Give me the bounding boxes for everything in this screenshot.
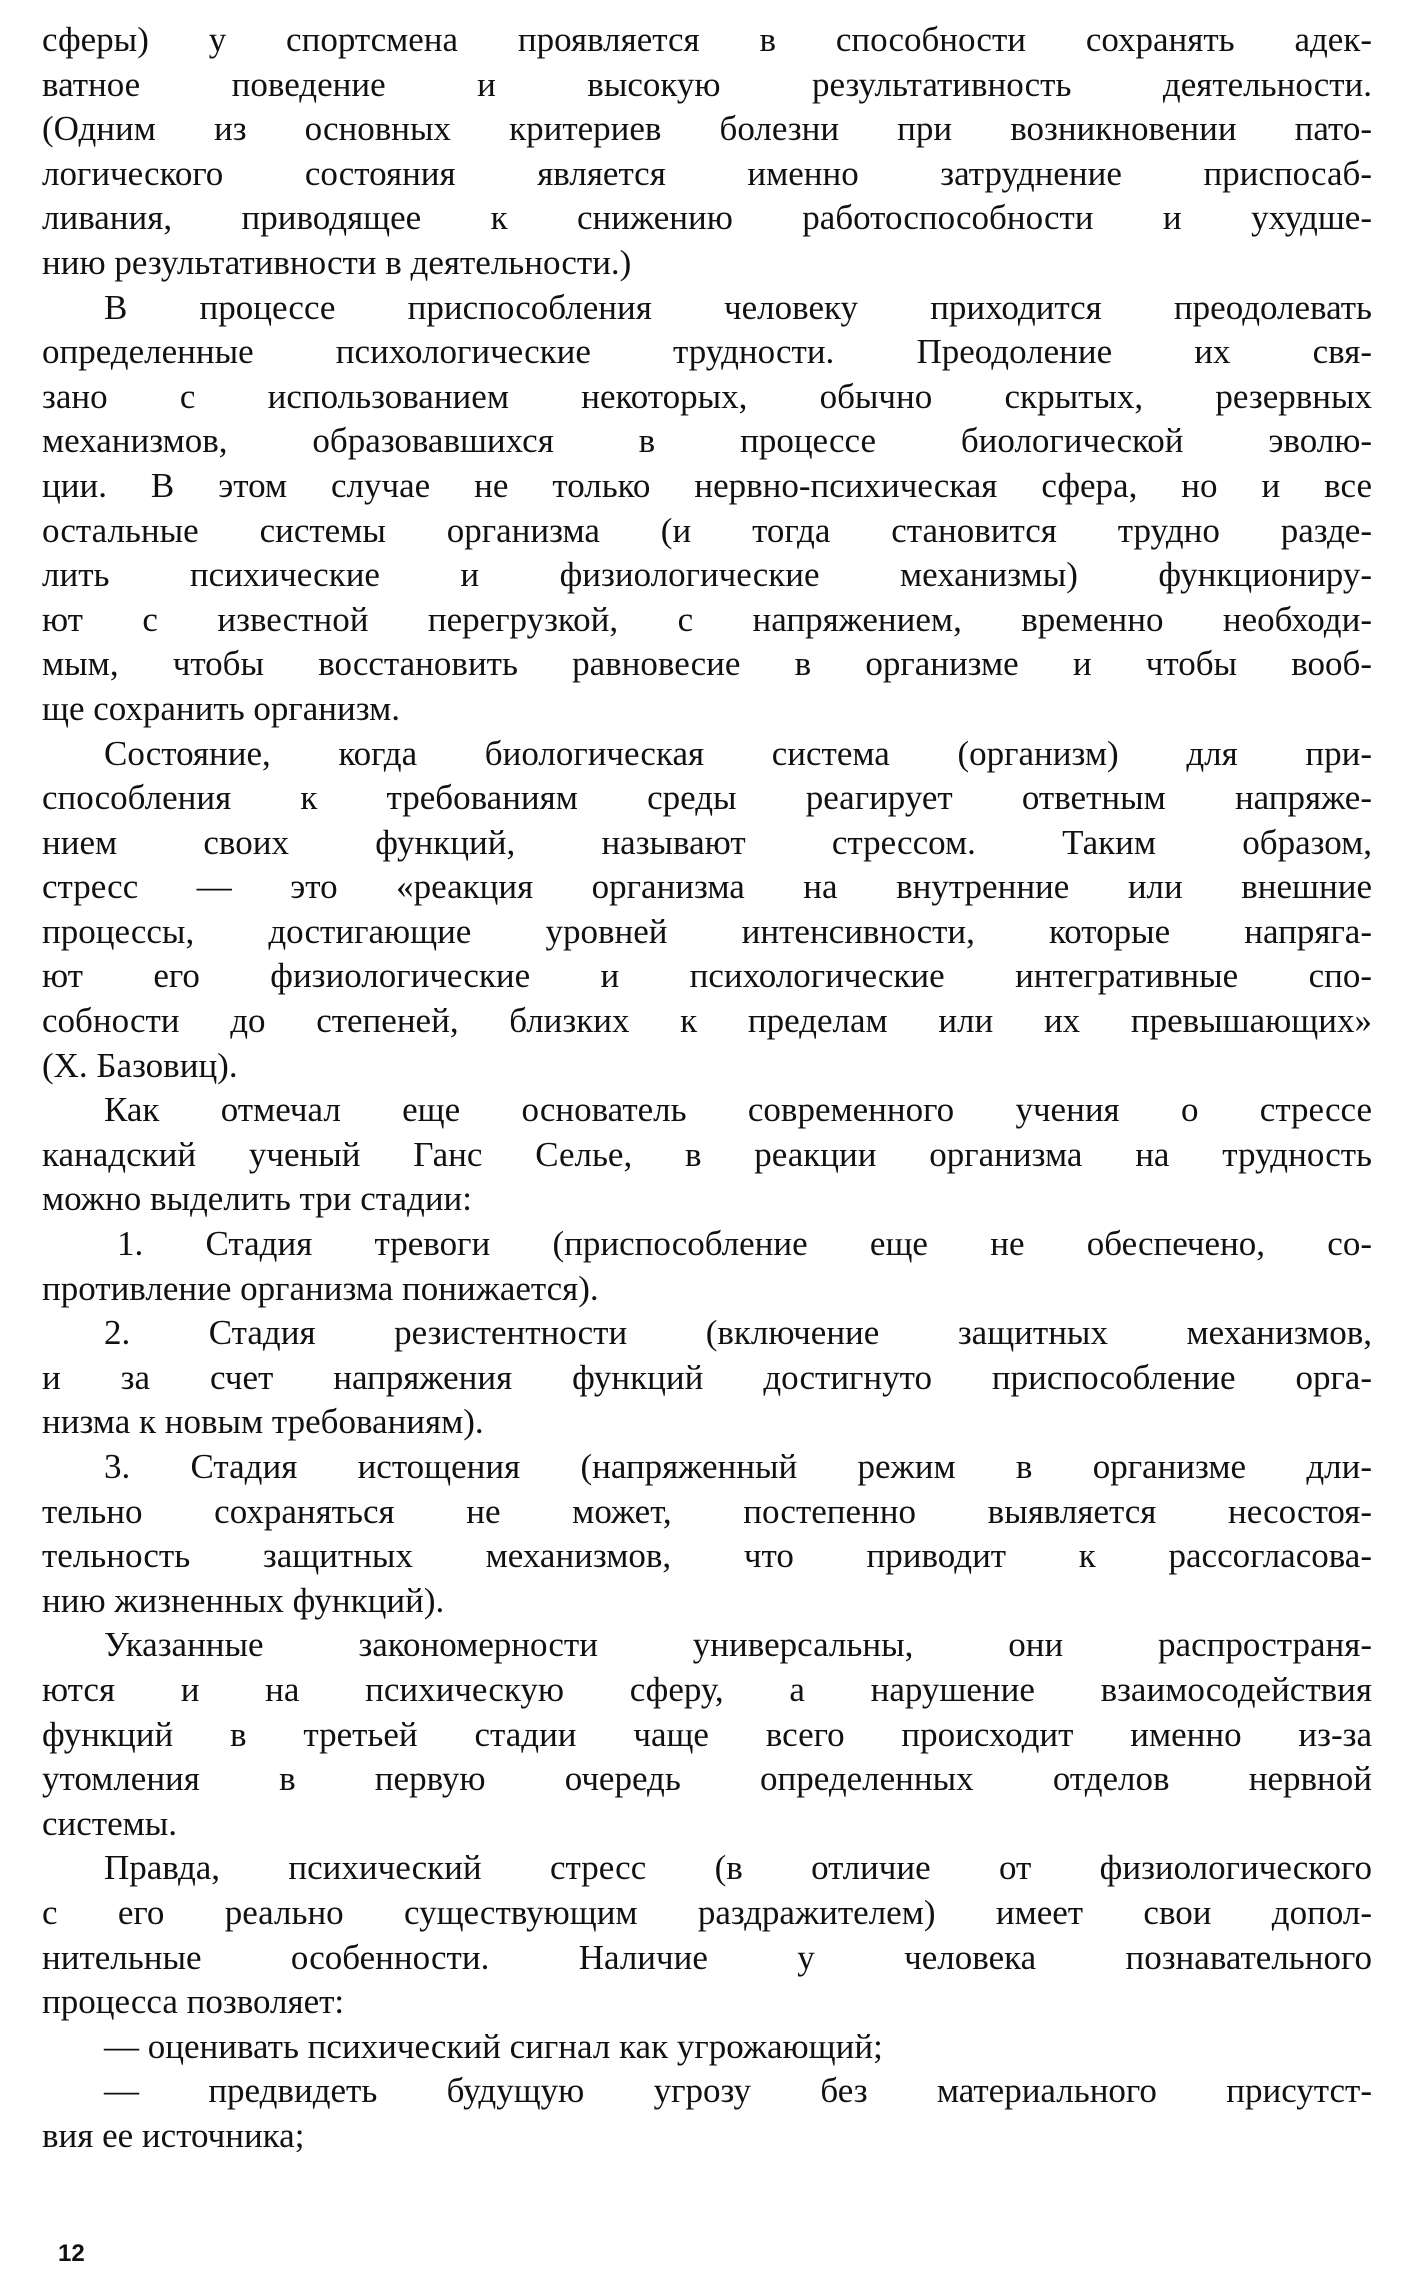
text-line: ливания, приводящее к снижению работоспособности и ухудше- bbox=[42, 198, 1372, 238]
text-line: зано с использованием некоторых, обычно скрытых, резервных bbox=[42, 376, 1372, 416]
text-line: ют с известной перегрузкой, с напряжением, временно необходи- bbox=[42, 599, 1372, 639]
paragraph bbox=[42, 1623, 1372, 1846]
paragraph bbox=[42, 1846, 1372, 2024]
text-line: и за счет напряжения функций достигнуто приспособление орга- bbox=[42, 1357, 1372, 1397]
text-line: можно выделить три стадии: bbox=[42, 1179, 473, 1219]
text-line: логического состояния является именно затруднение приспосаб- bbox=[42, 153, 1372, 193]
page-number: 12 bbox=[58, 2240, 85, 2267]
paragraph bbox=[42, 1445, 1372, 1623]
text-line: нию результативности в деятельности.) bbox=[42, 242, 632, 282]
page-body bbox=[42, 18, 1372, 2159]
text-line: сферы) у спортсмена проявляется в способности сохранять адек- bbox=[42, 20, 1372, 59]
text-line: вия ее источника; bbox=[42, 2115, 305, 2155]
text-line: остальные системы организма (и тогда становится трудно разде- bbox=[42, 510, 1372, 550]
text-line: — предвидеть будущую угрозу без материального присутст- bbox=[104, 2071, 1372, 2111]
text-line: с его реально существующим раздражителем) имеет свои допол- bbox=[42, 1892, 1372, 1932]
text-line: системы. bbox=[42, 1803, 178, 1843]
text-line: тельно сохраняться не может, постепенно выявляется несостоя- bbox=[42, 1491, 1372, 1531]
text-line: Состояние, когда биологическая система (организм) для при- bbox=[104, 733, 1372, 773]
paragraph bbox=[42, 1311, 1372, 1445]
paragraph bbox=[42, 1088, 1372, 1222]
text-line: Указанные закономерности универсальны, они распространя- bbox=[104, 1625, 1372, 1665]
text-line: противление организма понижается). bbox=[42, 1268, 599, 1308]
text-line: ции. В этом случае не только нервно-психическая сфера, но и все bbox=[42, 465, 1372, 505]
text-line: ватное поведение и высокую результативность деятельности. bbox=[42, 64, 1372, 104]
text-line: нием своих функций, называют стрессом. Таким образом, bbox=[42, 822, 1372, 862]
text-line: функций в третьей стадии чаще всего происходит именно из-за bbox=[42, 1714, 1372, 1754]
text-line: 2. Стадия резистентности (включение защитных механизмов, bbox=[104, 1313, 1372, 1353]
text-line: процессы, достигающие уровней интенсивности, которые напряга- bbox=[42, 911, 1372, 951]
text-line: ются и на психическую сферу, а нарушение взаимосодействия bbox=[42, 1669, 1372, 1709]
text-line: механизмов, образовавшихся в процессе биологической эволю- bbox=[42, 421, 1372, 461]
text-line: лить психические и физиологические механизмы) функциониру- bbox=[42, 555, 1372, 595]
text-line: (Х. Базовиц). bbox=[42, 1045, 238, 1085]
text-line: — оценивать психический сигнал как угрожающий; bbox=[104, 2026, 883, 2066]
paragraph bbox=[42, 18, 1372, 286]
paragraph bbox=[42, 2069, 1372, 2158]
text-line: низма к новым требованиям). bbox=[42, 1402, 484, 1442]
text-line: Правда, психический стресс (в отличие от физиологического bbox=[104, 1848, 1372, 1888]
text-line: ще сохранить организм. bbox=[42, 688, 400, 728]
text-line: утомления в первую очередь определенных отделов нервной bbox=[42, 1759, 1372, 1799]
text-line: (Одним из основных критериев болезни при возникновении пато- bbox=[42, 109, 1372, 149]
paragraph bbox=[42, 286, 1372, 732]
text-line: 3. Стадия истощения (напряженный режим в организме дли- bbox=[104, 1447, 1372, 1486]
text-line: тельность защитных механизмов, что приводит к рассогласова- bbox=[42, 1536, 1372, 1576]
paragraph bbox=[42, 2025, 1372, 2070]
paragraph bbox=[42, 1222, 1372, 1311]
text-line: стресс — это «реакция организма на внутренние или внешние bbox=[42, 867, 1372, 907]
text-line: 1. Стадия тревоги (приспособление еще не обеспечено, со- bbox=[117, 1224, 1372, 1264]
text-line: канадский ученый Ганс Селье, в реакции организма на трудность bbox=[42, 1134, 1372, 1174]
text-line: определенные психологические трудности. Преодоление их свя- bbox=[42, 332, 1372, 372]
text-line: способления к требованиям среды реагирует ответным напряже- bbox=[42, 778, 1372, 818]
paragraph bbox=[42, 732, 1372, 1089]
text-line: нительные особенности. Наличие у человека познавательного bbox=[42, 1937, 1372, 1977]
text-line: Как отмечал еще основатель современного учения о стрессе bbox=[104, 1090, 1372, 1130]
text-line: ют его физиологические и психологические интегративные спо- bbox=[42, 956, 1372, 996]
text-line: процесса позволяет: bbox=[42, 1982, 345, 2022]
text-line: собности до степеней, близких к пределам или их превышающих» bbox=[42, 1001, 1372, 1041]
text-line: В процессе приспособления человеку приходится преодолевать bbox=[104, 287, 1372, 327]
text-line: мым, чтобы восстановить равновесие в организме и чтобы вооб- bbox=[42, 644, 1372, 684]
text-line: нию жизненных функций). bbox=[42, 1580, 445, 1620]
